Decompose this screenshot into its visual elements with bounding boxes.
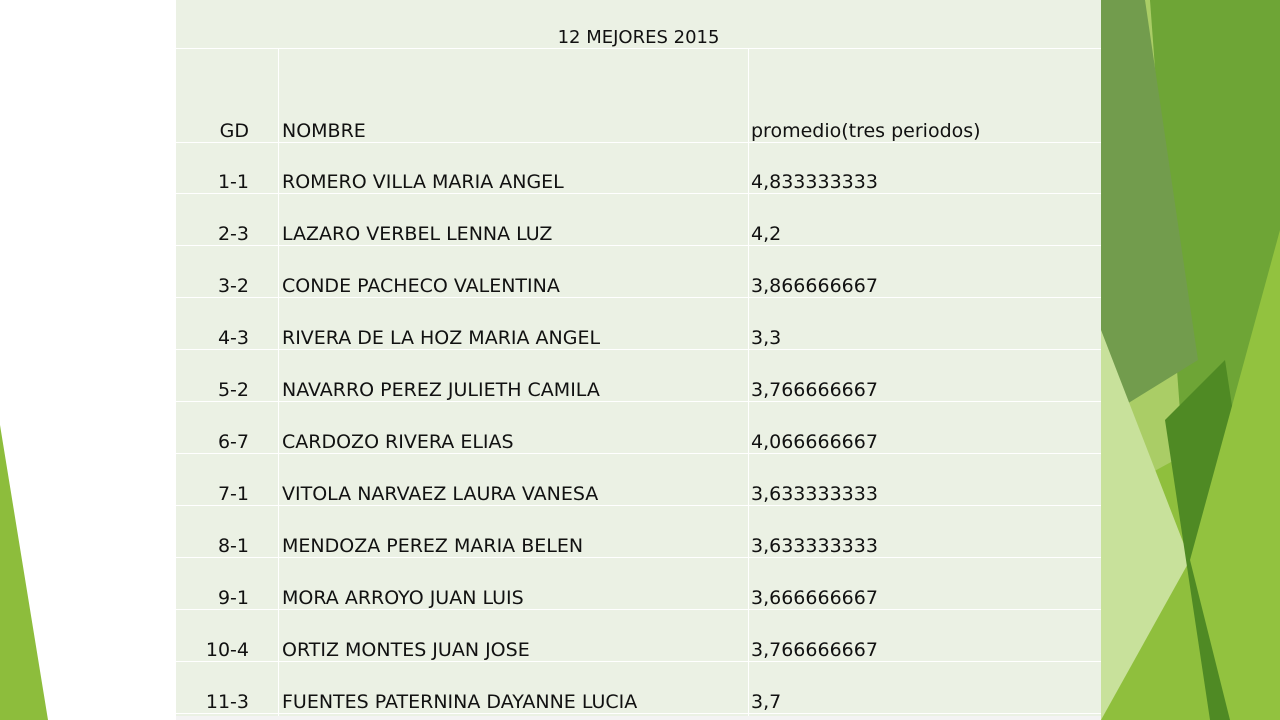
table-row	[176, 507, 1101, 558]
cell-name: RIVERA DE LA HOZ MARIA ANGEL	[282, 327, 601, 349]
table-bottom-edge	[176, 716, 1101, 720]
cell-average: 4,2	[751, 223, 782, 245]
header-name: NOMBRE	[282, 120, 366, 142]
cell-average: 4,066666667	[751, 431, 878, 453]
cell-gd: 7-1	[217, 483, 249, 505]
cell-average: 4,833333333	[751, 171, 878, 193]
cell-name: CONDE PACHECO VALENTINA	[282, 275, 560, 297]
ranking-table	[176, 0, 1101, 717]
cell-average: 3,766666667	[751, 379, 878, 401]
cell-gd: 4-3	[217, 327, 249, 349]
cell-name: ORTIZ MONTES JUAN JOSE	[282, 639, 530, 661]
cell-name: MORA ARROYO JUAN LUIS	[282, 587, 524, 609]
cell-average: 3,866666667	[751, 275, 878, 297]
table-title: 12 MEJORES 2015	[176, 0, 1101, 49]
cell-name: ROMERO VILLA MARIA ANGEL	[282, 171, 564, 193]
table-row	[176, 611, 1101, 662]
cell-name: FUENTES PATERNINA DAYANNE LUCIA	[282, 691, 638, 713]
cell-name: CARDOZO RIVERA ELIAS	[282, 431, 514, 453]
cell-gd: 9-1	[217, 587, 249, 609]
cell-average: 3,633333333	[751, 535, 878, 557]
table-row	[176, 195, 1101, 246]
table-row	[176, 299, 1101, 350]
cell-average: 3,7	[751, 691, 782, 713]
header-gd: GD	[219, 120, 249, 142]
cell-gd: 8-1	[217, 535, 249, 557]
table-row	[176, 559, 1101, 610]
cell-name: MENDOZA PEREZ MARIA BELEN	[282, 535, 584, 557]
cell-gd: 1-1	[217, 171, 249, 193]
cell-gd: 2-3	[217, 223, 249, 245]
cell-gd: 11-3	[205, 691, 249, 713]
cell-average: 3,3	[751, 327, 782, 349]
cell-name: LAZARO VERBEL LENNA LUZ	[282, 223, 553, 245]
table-row	[176, 455, 1101, 506]
cell-gd: 5-2	[217, 379, 249, 401]
cell-name: NAVARRO PEREZ JULIETH CAMILA	[282, 379, 600, 401]
header-average: promedio(tres periodos)	[751, 120, 981, 142]
table-row	[176, 247, 1101, 298]
cell-average: 3,766666667	[751, 639, 878, 661]
cell-gd: 6-7	[217, 431, 249, 453]
table-row	[176, 351, 1101, 402]
cell-name: VITOLA NARVAEZ LAURA VANESA	[282, 483, 599, 505]
cell-average: 3,633333333	[751, 483, 878, 505]
table-header-row	[176, 49, 1101, 143]
cell-gd: 3-2	[217, 275, 249, 297]
cell-gd: 10-4	[205, 639, 249, 661]
table-row	[176, 143, 1101, 194]
table-row	[176, 403, 1101, 454]
left-facet-shape	[0, 425, 48, 720]
cell-average: 3,666666667	[751, 587, 878, 609]
table-row	[176, 663, 1101, 714]
